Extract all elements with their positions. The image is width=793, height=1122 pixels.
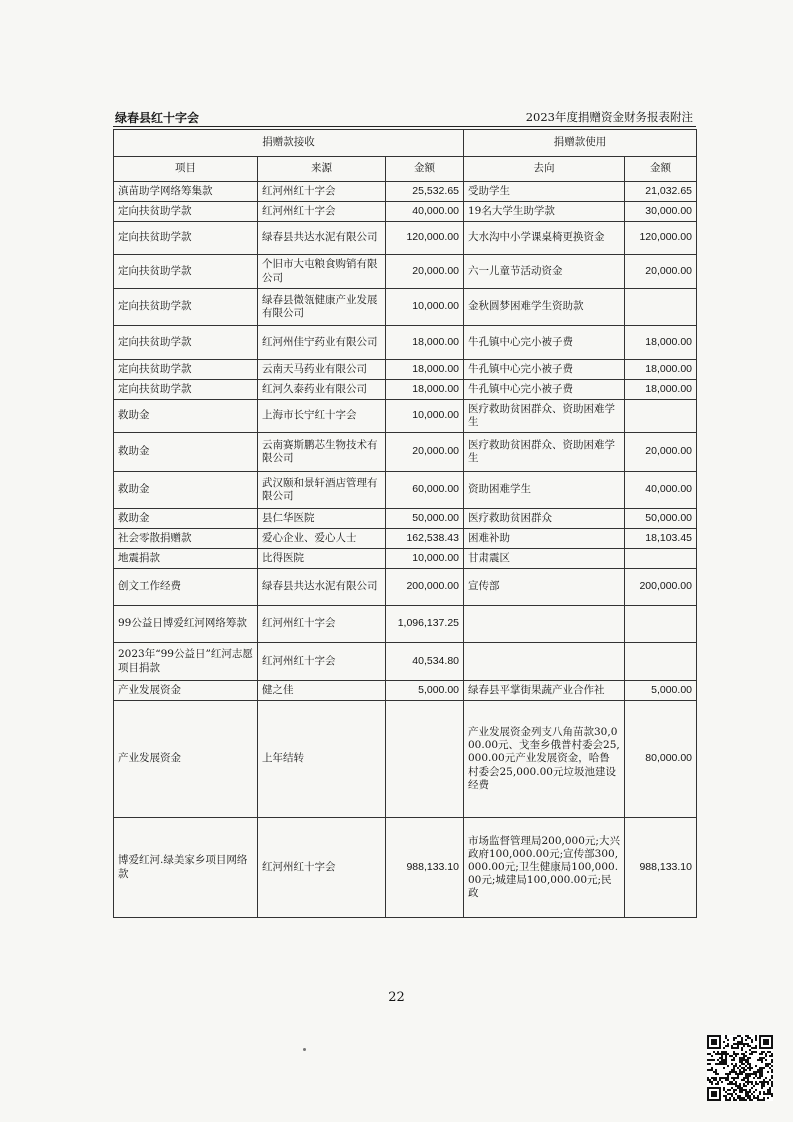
row-destination: 市场监督管理局200,000元;大兴政府100,000.00元;宣传部300,000.00元;卫生健康局100,000.00元;城建局100,000.00元;民政 [464,818,625,918]
row-destination: 牛孔镇中心完小被子费 [464,380,625,400]
row-amount: 18,000.00 [386,380,464,400]
table-row [114,202,697,222]
org-name: 绿春县红十字会 [115,111,200,125]
row-destination: 大水沟中小学课桌椅更换资金 [464,222,625,255]
col-header-destination: 去向 [464,157,625,182]
table-body [114,182,697,918]
table-row [114,701,697,818]
row-destination: 19名大学生助学款 [464,202,625,222]
table-row [114,400,697,433]
table-row [114,818,697,918]
col-header-use-amount: 金额 [625,157,697,182]
row-source: 健之佳 [258,681,386,701]
row-item: 定向扶贫助学款 [114,380,258,400]
page-number: 22 [388,990,405,1005]
row-amount [386,701,464,818]
row-source: 绿春县共达水泥有限公司 [258,222,386,255]
row-amount: 18,000.00 [386,326,464,360]
row-item: 99公益日博爱红河网络筹款 [114,606,258,643]
row-use-amount: 18,000.00 [625,360,697,380]
row-use-amount: 21,032.65 [625,182,697,202]
row-item: 定向扶贫助学款 [114,202,258,222]
row-destination: 宣传部 [464,569,625,606]
row-item: 产业发展资金 [114,701,258,818]
table-row [114,255,697,289]
row-item: 滇苗助学网络筹集款 [114,182,258,202]
table-row [114,529,697,549]
row-amount: 10,000.00 [386,289,464,326]
row-use-amount: 120,000.00 [625,222,697,255]
table-row [114,182,697,202]
row-item: 2023年“99公益日”红河志愿项目捐款 [114,643,258,681]
report-title: 2023年度捐赠资金财务报表附注 [525,110,693,124]
donation-table [113,129,697,918]
row-source: 武汉颐和景轩酒店管理有限公司 [258,472,386,509]
row-item: 定向扶贫助学款 [114,255,258,289]
table-row [114,606,697,643]
row-item: 救助金 [114,472,258,509]
row-item: 定向扶贫助学款 [114,222,258,255]
row-destination: 医疗救助贫困群众、资助困难学生 [464,433,625,472]
row-use-amount [625,606,697,643]
row-destination: 牛孔镇中心完小被子费 [464,360,625,380]
table-row [114,326,697,360]
row-use-amount: 200,000.00 [625,569,697,606]
row-source: 红河州红十字会 [258,202,386,222]
row-amount: 1,096,137.25 [386,606,464,643]
row-amount: 10,000.00 [386,400,464,433]
table-row [114,289,697,326]
row-source: 上年结转 [258,701,386,818]
row-use-amount: 18,103.45 [625,529,697,549]
row-amount: 5,000.00 [386,681,464,701]
row-destination [464,643,625,681]
row-source: 爱心企业、爱心人士 [258,529,386,549]
row-source: 红河州红十字会 [258,606,386,643]
row-item: 定向扶贫助学款 [114,289,258,326]
row-source: 县仁华医院 [258,509,386,529]
row-item: 定向扶贫助学款 [114,360,258,380]
table-row [114,472,697,509]
row-destination: 六一儿童节活动资金 [464,255,625,289]
row-destination: 甘肃震区 [464,549,625,569]
row-use-amount [625,549,697,569]
row-amount: 40,000.00 [386,202,464,222]
group-header-usage: 捐赠款使用 [464,130,697,157]
row-amount: 20,000.00 [386,255,464,289]
column-header-row [114,157,697,182]
row-use-amount: 30,000.00 [625,202,697,222]
row-source: 红河州红十字会 [258,643,386,681]
qr-code [707,1035,773,1101]
row-source: 红河久泰药业有限公司 [258,380,386,400]
row-amount: 120,000.00 [386,222,464,255]
row-use-amount: 988,133.10 [625,818,697,918]
row-amount: 50,000.00 [386,509,464,529]
row-destination: 牛孔镇中心完小被子费 [464,326,625,360]
row-source: 上海市长宁红十字会 [258,400,386,433]
row-source: 绿春县微瓴健康产业发展有限公司 [258,289,386,326]
row-use-amount: 18,000.00 [625,380,697,400]
row-source: 绿春县共达水泥有限公司 [258,569,386,606]
row-item: 救助金 [114,400,258,433]
col-header-item: 项目 [114,157,258,182]
header-rule [113,126,696,127]
row-source: 比得医院 [258,549,386,569]
table-row [114,569,697,606]
group-header-row [114,130,697,157]
row-amount: 162,538.43 [386,529,464,549]
col-header-amount: 金额 [386,157,464,182]
table-row [114,222,697,255]
table-row [114,549,697,569]
row-use-amount: 20,000.00 [625,433,697,472]
row-source: 红河州佳宁药业有限公司 [258,326,386,360]
row-destination: 困难补助 [464,529,625,549]
row-destination: 受助学生 [464,182,625,202]
table-row [114,380,697,400]
row-source: 云南赛斯鹏芯生物技术有限公司 [258,433,386,472]
row-amount: 60,000.00 [386,472,464,509]
row-use-amount: 80,000.00 [625,701,697,818]
row-amount: 25,532.65 [386,182,464,202]
row-destination: 医疗救助贫困群众 [464,509,625,529]
row-amount: 10,000.00 [386,549,464,569]
row-item: 创文工作经费 [114,569,258,606]
row-amount: 20,000.00 [386,433,464,472]
row-use-amount [625,400,697,433]
row-item: 地震捐款 [114,549,258,569]
row-use-amount: 5,000.00 [625,681,697,701]
scan-speck [303,1048,306,1051]
table-row [114,643,697,681]
row-destination: 资助困难学生 [464,472,625,509]
row-item: 救助金 [114,433,258,472]
table-row [114,509,697,529]
row-use-amount [625,289,697,326]
row-use-amount: 18,000.00 [625,326,697,360]
table-row [114,433,697,472]
row-use-amount [625,643,697,681]
row-destination: 金秋圆梦困难学生资助款 [464,289,625,326]
row-source: 红河州红十字会 [258,818,386,918]
row-amount: 200,000.00 [386,569,464,606]
row-item: 博爱红河.绿美家乡项目网络款 [114,818,258,918]
row-source: 红河州红十字会 [258,182,386,202]
row-destination: 绿春县平掌街果蔬产业合作社 [464,681,625,701]
table-row [114,681,697,701]
row-amount: 18,000.00 [386,360,464,380]
row-item: 定向扶贫助学款 [114,326,258,360]
row-destination: 产业发展资金列支八角苗款30,000.00元、戈奎乡俄普村委会25,000.00元产业发展资金，哈鲁村委会25,000.00元垃圾池建设经费 [464,701,625,818]
row-source: 云南天马药业有限公司 [258,360,386,380]
row-use-amount: 50,000.00 [625,509,697,529]
table-row [114,360,697,380]
row-use-amount: 20,000.00 [625,255,697,289]
row-destination: 医疗救助贫困群众、资助困难学生 [464,400,625,433]
row-amount: 40,534.80 [386,643,464,681]
row-source: 个旧市大屯粮食购销有限公司 [258,255,386,289]
group-header-receipt: 捐赠款接收 [114,130,464,157]
row-item: 社会零散捐赠款 [114,529,258,549]
row-use-amount: 40,000.00 [625,472,697,509]
row-destination [464,606,625,643]
row-amount: 988,133.10 [386,818,464,918]
col-header-source: 来源 [258,157,386,182]
row-item: 产业发展资金 [114,681,258,701]
row-item: 救助金 [114,509,258,529]
